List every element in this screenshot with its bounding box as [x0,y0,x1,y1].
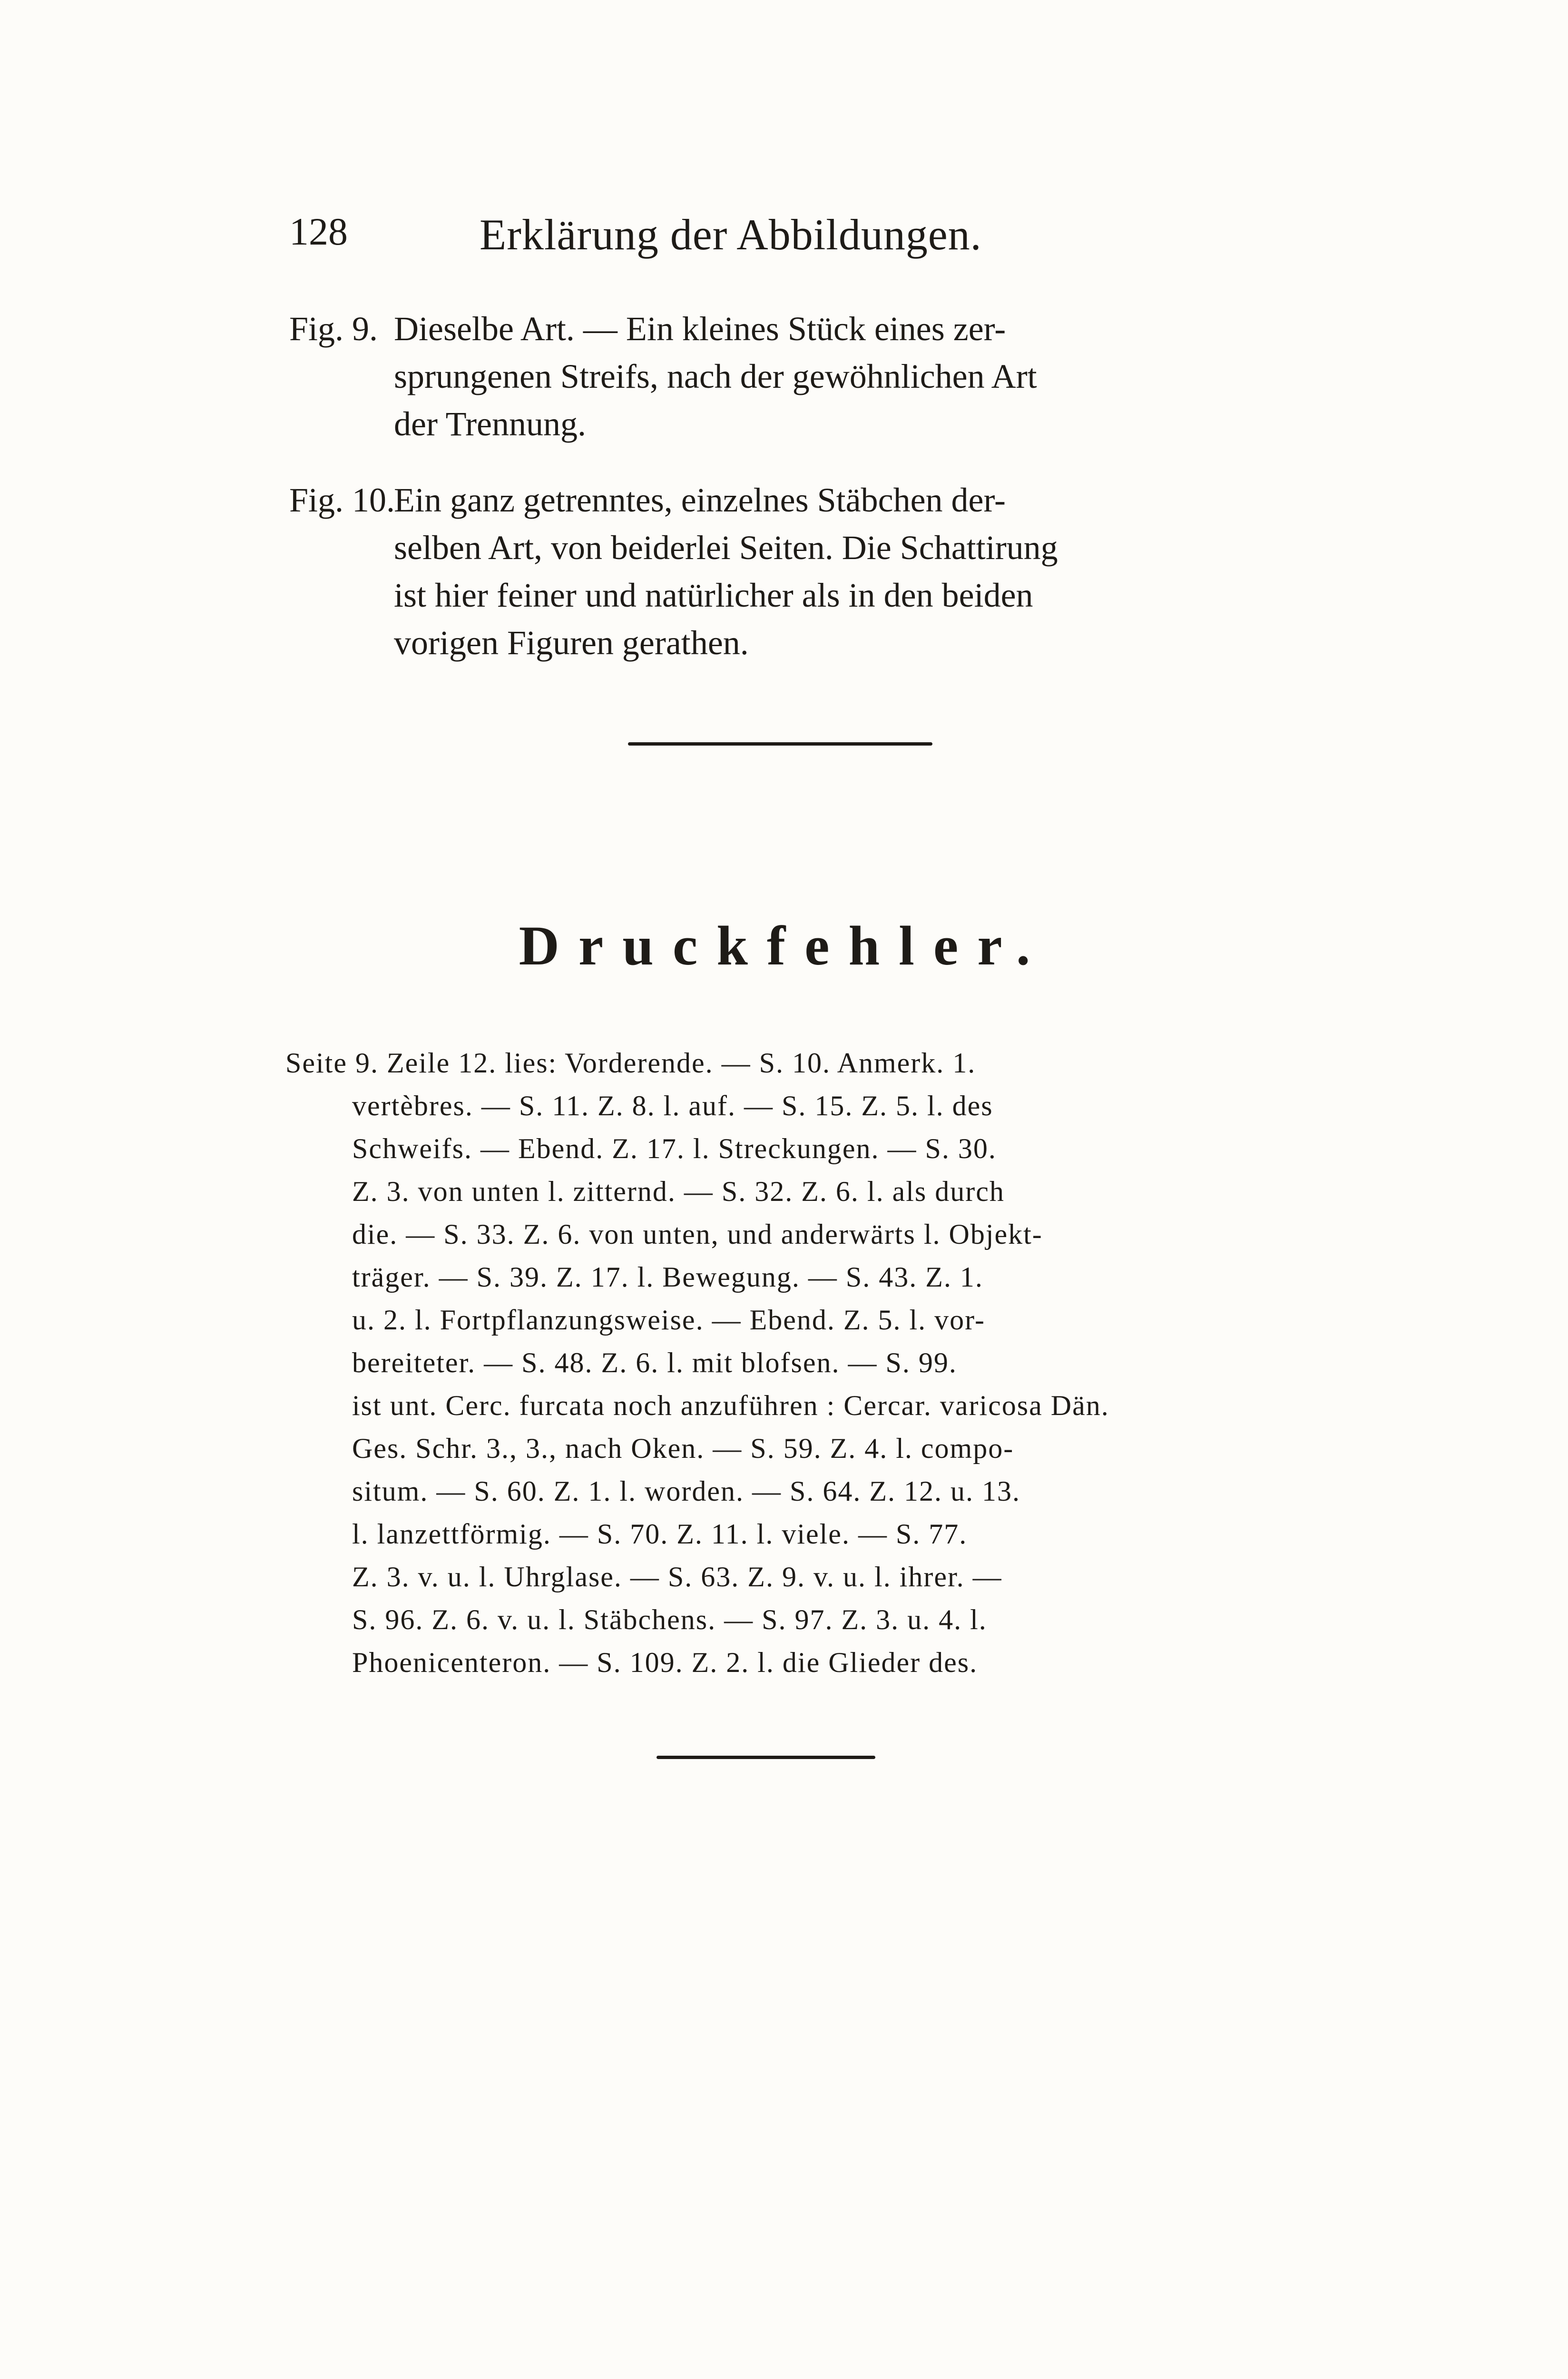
section-title: Druckfehler. [519,914,1049,977]
figure-text-line: Dieselbe Art. — Ein kleines Stück eines zer- [394,310,1006,348]
end-divider [657,1756,875,1759]
errata-line: bereiteter. — S. 48. Z. 6. l. mit blofsen. — S. 99. [352,1347,957,1378]
figure-text-line: ist hier feiner und natürlicher als in den beiden [394,576,1033,614]
errata-line: träger. — S. 39. Z. 17. l. Bewegung. — S. 43. Z. 1. [352,1261,983,1293]
errata-line: Seite 9. Zeile 12. lies: Vorderende. — S. 10. Anmerk. 1. [285,1047,976,1079]
errata-line: Ges. Schr. 3., 3., nach Oken. — S. 59. Z. 4. l. compo- [352,1433,1014,1464]
errata-line: vertèbres. — S. 11. Z. 8. l. auf. — S. 15. Z. 5. l. des [352,1090,993,1121]
errata-line: S. 96. Z. 6. v. u. l. Stäbchens. — S. 97. Z. 3. u. 4. l. [352,1604,987,1635]
figure-text-line: der Trennung. [394,405,587,443]
figure-text-line: vorigen Figuren gerathen. [394,624,749,662]
figure-text-line: Ein ganz getrenntes, einzelnes Stäbchen der- [394,481,1006,519]
page-header [289,209,1298,266]
figure-text-line: sprungenen Streifs, nach der gewöhnlichen Art [394,357,1037,395]
figure-label: Fig. 9. [289,310,378,348]
page-number: 128 [289,210,348,253]
errata-line: ist unt. Cerc. furcata noch anzuführen : Cercar. varicosa Dän. [352,1390,1109,1421]
errata-line: Z. 3. v. u. l. Uhrglase. — S. 63. Z. 9. v. u. l. ihrer. — [352,1561,1002,1593]
errata-line: l. lanzettförmig. — S. 70. Z. 11. l. viele. — S. 77. [352,1518,968,1550]
section-divider [628,742,932,746]
errata-line: Phoenicenteron. — S. 109. Z. 2. l. die Glieder des. [352,1647,978,1678]
running-head: Erklärung der Abbildungen. [480,210,982,259]
errata-line: situm. — S. 60. Z. 1. l. worden. — S. 64. Z. 12. u. 13. [352,1475,1021,1507]
figure-label: Fig. 10. [289,481,395,519]
errata-line: Schweifs. — Ebend. Z. 17. l. Streckungen. — S. 30. [352,1133,997,1164]
errata-line: die. — S. 33. Z. 6. von unten, und anderwärts l. Objekt- [352,1219,1043,1250]
figure-text-line: selben Art, von beiderlei Seiten. Die Schattirung [394,529,1058,567]
errata-line: u. 2. l. Fortpflanzungsweise. — Ebend. Z. 5. l. vor- [352,1304,985,1336]
errata-line: Z. 3. von unten l. zitternd. — S. 32. Z. 6. l. als durch [352,1176,1005,1207]
